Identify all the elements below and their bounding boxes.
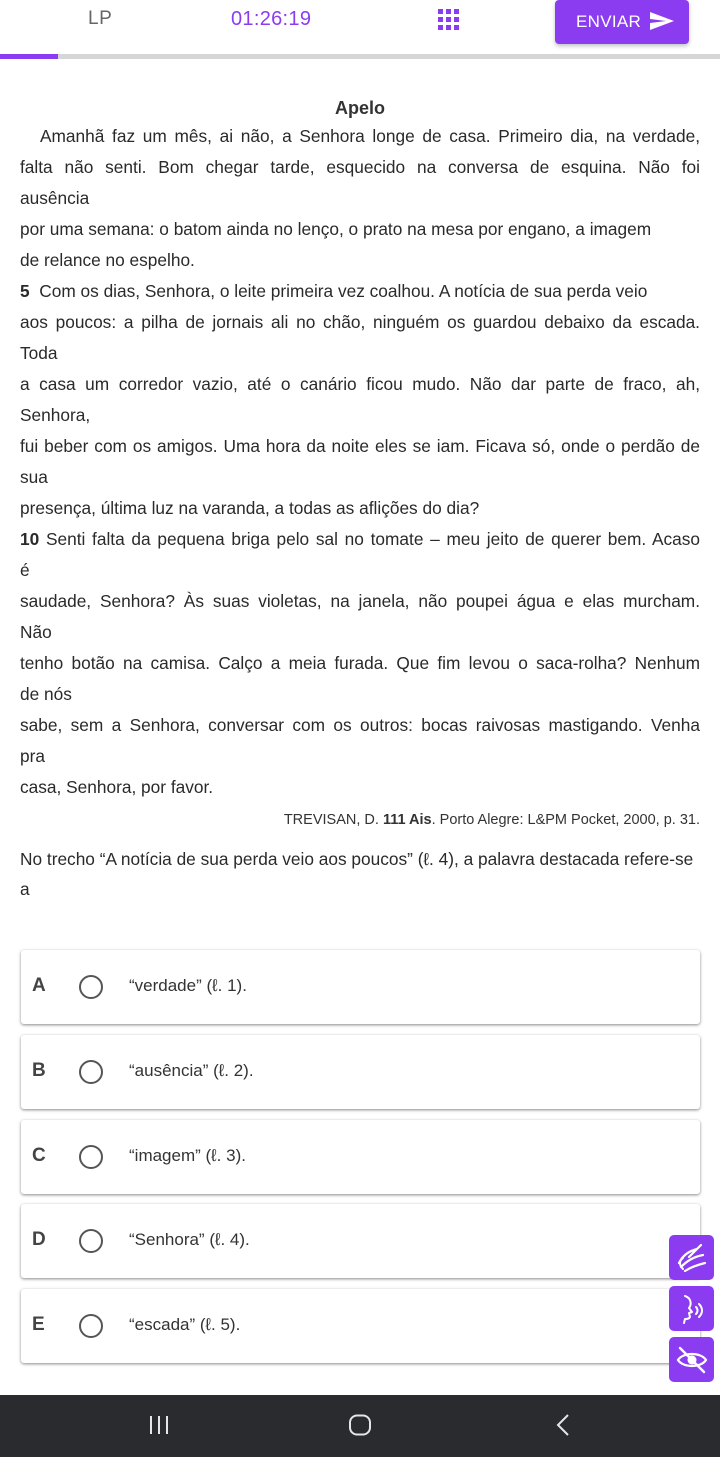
passage-line: é bbox=[20, 560, 30, 580]
passage-title: Apelo bbox=[334, 98, 385, 118]
hide-icon bbox=[675, 1343, 709, 1377]
option-c[interactable] bbox=[21, 1120, 700, 1194]
passage bbox=[20, 95, 700, 904]
send-icon bbox=[649, 10, 675, 32]
question-text: No trecho “A notícia de sua perda veio aos poucos” (ℓ. 4), a palavra destacada refere-se a bbox=[20, 849, 694, 899]
navigation-bar bbox=[0, 1395, 720, 1457]
passage-line: sabe, sem a Senhora, conversar com os outros: bocas raivosas mastigando. Venha bbox=[20, 715, 700, 735]
passage-line: Senhora, bbox=[20, 405, 91, 425]
passage-line: ausência bbox=[20, 188, 90, 208]
passage-line: Toda bbox=[20, 343, 58, 363]
source-citation bbox=[20, 810, 700, 830]
passage-line bbox=[20, 524, 700, 555]
recent-apps-icon[interactable] bbox=[147, 1413, 171, 1437]
passage-line: por uma semana: o batom ainda no lenço, o prato na mesa por engano, a imagem bbox=[20, 219, 652, 239]
passage-line: tenho botão na camisa. Calço a meia furada. Que fim levou o saca-rolha? Nenhum bbox=[20, 653, 700, 673]
passage-line: presença, última luz na varanda, a todas as aflições do dia? bbox=[20, 498, 480, 518]
option-text: “imagem” (ℓ. 3). bbox=[129, 1146, 246, 1165]
option-e[interactable] bbox=[21, 1289, 700, 1363]
passage-line: pra bbox=[20, 746, 45, 766]
source-author: TREVISAN, D. bbox=[283, 812, 379, 828]
passage-line: de relance no espelho. bbox=[20, 250, 195, 270]
passage-line: de nós bbox=[20, 684, 72, 704]
passage-line: falta não senti. Bom chegar tarde, esquecido na conversa de esquina. Não foi bbox=[20, 157, 700, 177]
progress-bar bbox=[0, 54, 720, 59]
radio-button[interactable] bbox=[79, 1060, 103, 1084]
option-letter: E bbox=[32, 1314, 45, 1335]
passage-line bbox=[20, 276, 700, 307]
option-text: “Senhora” (ℓ. 4). bbox=[129, 1230, 250, 1249]
source-details: . Porto Alegre: L&PM Pocket, 2000, p. 31. bbox=[431, 812, 700, 828]
radio-button[interactable] bbox=[79, 1229, 103, 1253]
passage-line: a casa um corredor vazio, até o canário ficou mudo. Não dar parte de fraco, ah, bbox=[20, 374, 700, 394]
line-number: 10 bbox=[20, 529, 40, 549]
radio-button[interactable] bbox=[79, 1145, 103, 1169]
passage-line: saudade, Senhora? Às suas violetas, na janela, não poupei água e elas murcham. bbox=[20, 591, 700, 611]
line-number: 5 bbox=[20, 281, 30, 301]
option-text: “ausência” (ℓ. 2). bbox=[129, 1061, 254, 1080]
progress-fill bbox=[0, 54, 58, 59]
sign-language-button[interactable] bbox=[669, 1235, 714, 1280]
subject-label: LP bbox=[88, 8, 113, 29]
option-letter: B bbox=[32, 1060, 46, 1081]
option-letter: D bbox=[32, 1229, 46, 1250]
passage-line: aos poucos: a pilha de jornais ali no chão, ninguém os guardou debaixo da escada. bbox=[20, 312, 700, 332]
passage-line: sua bbox=[20, 467, 48, 487]
passage-line-text: Com os dias, Senhora, o leite primeira vez coalhou. A notícia de sua perda veio bbox=[39, 281, 648, 301]
sign-language-icon bbox=[675, 1241, 709, 1275]
option-text: “verdade” (ℓ. 1). bbox=[129, 976, 247, 995]
top-bar bbox=[0, 0, 720, 54]
option-b[interactable] bbox=[21, 1035, 700, 1109]
hide-button[interactable] bbox=[669, 1337, 714, 1382]
passage-line: Amanhã faz um mês, ai não, a Senhora longe de casa. Primeiro dia, na verdade, bbox=[40, 126, 700, 146]
passage-line: Não bbox=[20, 622, 52, 642]
text-to-speech-button[interactable] bbox=[669, 1286, 714, 1331]
radio-button[interactable] bbox=[79, 975, 103, 999]
option-letter: C bbox=[32, 1145, 46, 1166]
timer: 01:26:19 bbox=[231, 8, 312, 30]
radio-button[interactable] bbox=[79, 1314, 103, 1338]
option-d[interactable] bbox=[21, 1204, 700, 1278]
source-book: 111 Ais bbox=[382, 812, 432, 828]
option-text: “escada” (ℓ. 5). bbox=[129, 1315, 241, 1334]
passage-line: fui beber com os amigos. Uma hora da noite eles se iam. Ficava só, onde o perdão de bbox=[20, 436, 700, 456]
send-button-label: ENVIAR bbox=[576, 12, 642, 31]
back-icon[interactable] bbox=[552, 1413, 576, 1437]
text-to-speech-icon bbox=[675, 1292, 709, 1326]
passage-line-text: Senti falta da pequena briga pelo sal no tomate – meu jeito de querer bem. Acaso bbox=[45, 529, 700, 549]
passage-line: casa, Senhora, por favor. bbox=[20, 777, 214, 797]
option-a[interactable] bbox=[21, 950, 700, 1024]
option-letter: A bbox=[32, 975, 46, 996]
send-button[interactable] bbox=[555, 0, 689, 44]
grid-icon[interactable] bbox=[438, 9, 460, 31]
home-icon[interactable] bbox=[348, 1413, 372, 1437]
